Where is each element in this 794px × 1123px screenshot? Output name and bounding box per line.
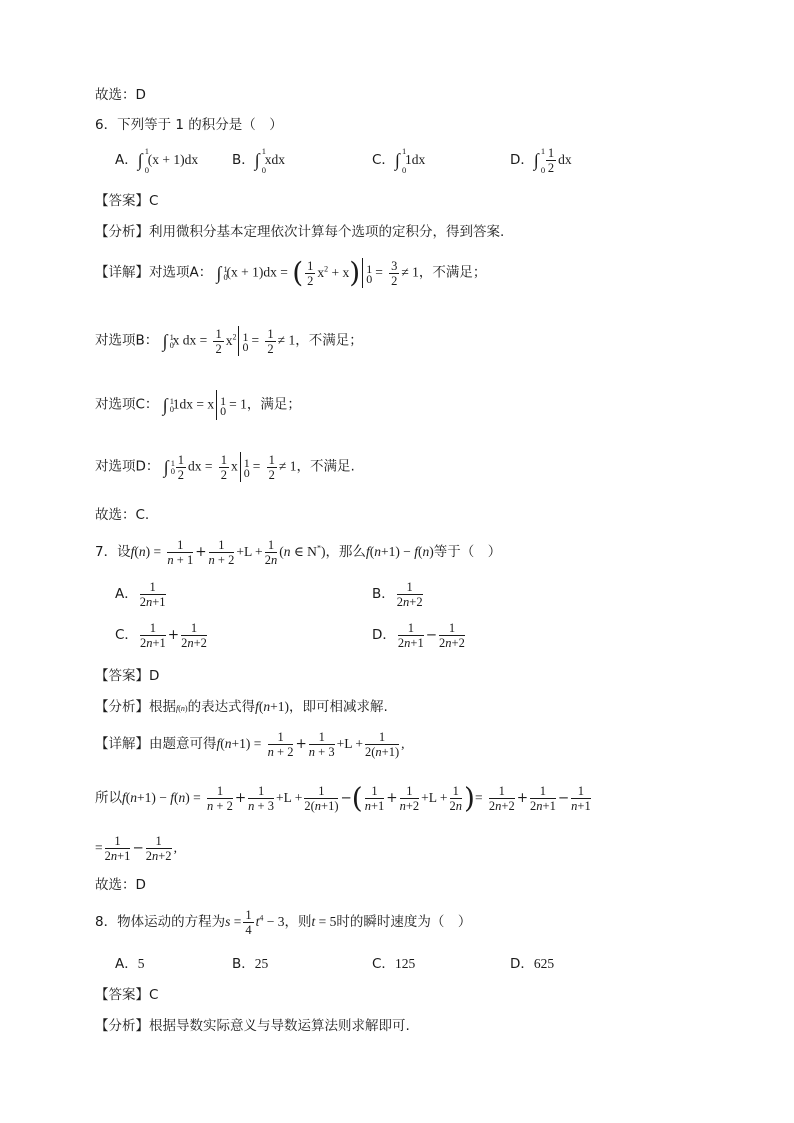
q6-answer: 【答案】C (95, 193, 159, 209)
q7-answer: 【答案】D (95, 668, 160, 684)
q8-option-d: D．625 (510, 956, 555, 972)
q7-detail-expansion: 所以f(n+1) − f(n) = $\frac{1}{n + 2}$ + $\frac{1}{n + 3}$ +L + $\frac{1}{2(n+1)}$ −( $\frac{1}{n+1}$ + $\frac{1}{n+2}$ +L + $\frac{1}{2n}$ )= $\frac{1}{2n+2}$ + $\frac{1}{2n+1}$ − $\frac{1}{n+1}$ (95, 781, 591, 815)
q7-option-b: B． $\frac{1}{2n+2}$ (372, 580, 423, 609)
question-7: 7．设f(n) = $\frac{1}{n + 1}$ + $\frac{1}{n + 2}$ +L + $\frac{1}{2n}$ (n ∈ N*)，那么f(n+1) − f(n)等于（ ） (95, 538, 502, 567)
q6-detail-a: 【详解】对选项A： ∫ 1 0 (x + 1)dx = ( $\frac{1}{2}$ $x^2 + x$) 1 0 = $\frac{3}{2}$ ≠ 1，不满足； (95, 256, 487, 289)
q7-detail-result: = $\frac{1}{2n+1}$ − $\frac{1}{2n+2}$ , (95, 834, 177, 863)
q8-analysis: 【分析】根据导数实际意义与导数运算法则求解即可. (95, 1018, 410, 1034)
q7-analysis: 【分析】根据f(n)的表达式得f(n+1)，即可相减求解. (95, 699, 388, 715)
q6-option-b: B．∫ 1 0 xdx (232, 146, 286, 175)
q7-detail: 【详解】由题意可得f(n+1) = $\frac{1}{n + 2}$ + $\frac{1}{n + 3}$ +L + $\frac{1}{2(n+1)}$ , (95, 730, 405, 759)
q7-option-a: A． $\frac{1}{2n+1}$ (115, 580, 166, 609)
q7-option-d: D． $\frac{1}{2n+1}$ − $\frac{1}{2n+2}$ (372, 621, 465, 650)
q6-option-a: A．∫ 1 0 (x + 1)dx (115, 146, 199, 175)
q6-detail-b: 对选项B： ∫ 1 0 x dx = $\frac{1}{2}$ $x^2$ 1 0 = $\frac{1}{2}$ ≠ 1，不满足； (95, 326, 363, 356)
question-6: 6．下列等于 1 的积分是（ ） (95, 117, 283, 133)
q6-option-c: C．∫ 1 0 1dx (372, 146, 426, 175)
q6-analysis: 【分析】利用微积分基本定理依次计算每个选项的定积分，得到答案. (95, 224, 505, 240)
q8-option-a: A．5 (115, 956, 145, 972)
question-8: 8．物体运动的方程为s = $\frac{1}{4}$ $t^4 - 3$，则t = 5时的瞬时速度为（ ） (95, 908, 472, 937)
q6-conclusion: 故选：C. (95, 507, 150, 523)
q7-conclusion: 故选：D (95, 877, 146, 893)
q6-option-d: D．∫ 1 0 $\frac{1}{2}$ dx (510, 146, 572, 175)
q6-detail-d: 对选项D： ∫ 1 0 $\frac{1}{2}$ dx = $\frac{1}{2}$ x 1 0 = $\frac{1}{2}$ ≠ 1，不满足. (95, 452, 355, 482)
answer-line: 故选：D (95, 87, 146, 103)
q7-option-c: C． $\frac{1}{2n+1}$ + $\frac{1}{2n+2}$ (115, 621, 207, 650)
q8-answer: 【答案】C (95, 987, 159, 1003)
q8-option-b: B．25 (232, 956, 269, 972)
q6-detail-c: 对选项C： ∫ 1 0 1dx = x 1 0 = 1，满足； (95, 390, 301, 420)
q8-option-c: C．125 (372, 956, 416, 972)
